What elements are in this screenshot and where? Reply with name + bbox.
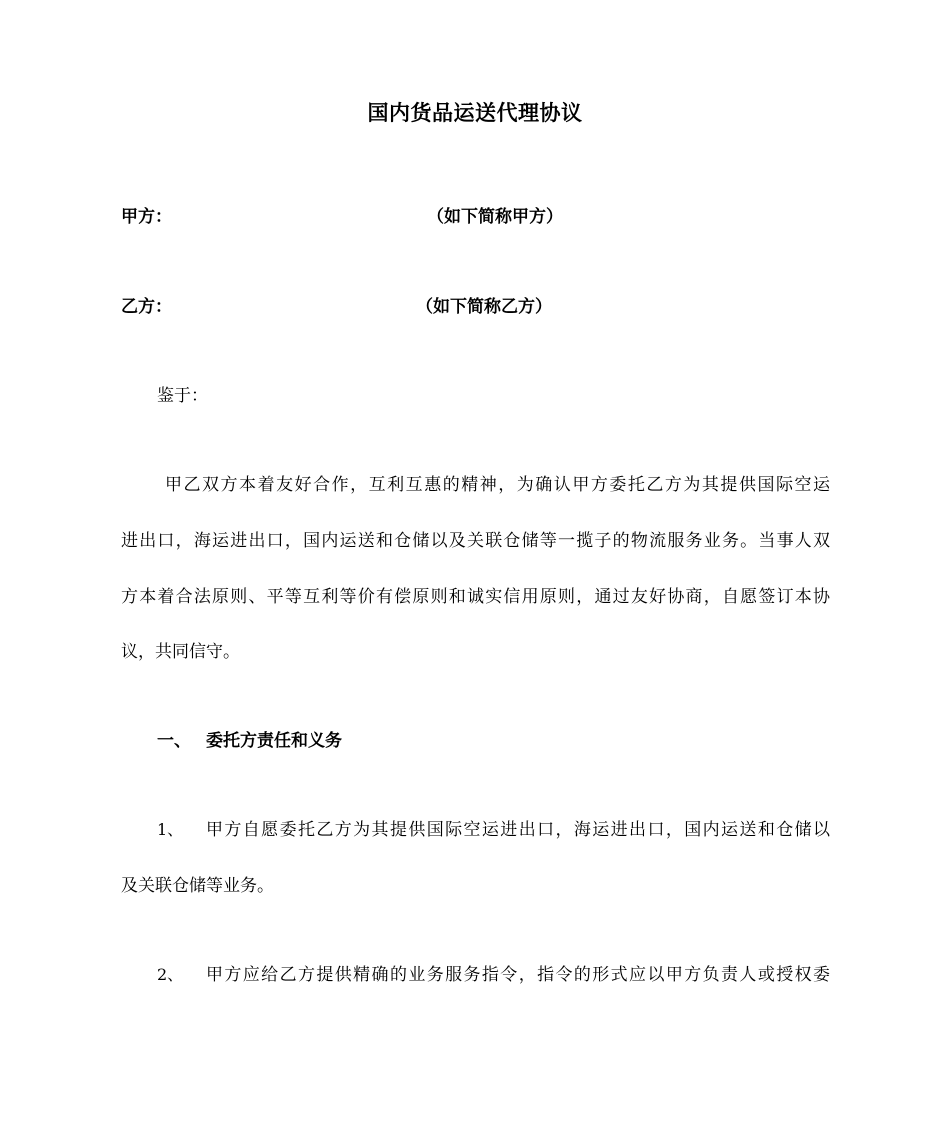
section-number: 一、 (157, 731, 191, 751)
preamble-line: 方本着合法原则、平等互利等价有偿原则和诚实信用原则，通过友好协商，自愿签订本协 (121, 587, 830, 607)
section-heading: 委托方责任和义务 (206, 731, 342, 751)
clause-number: 2、 (157, 965, 184, 984)
party-b-note: （如下简称乙方） (416, 297, 552, 317)
preamble-line: 进出口，海运进出口，国内运送和仓储以及关联仓储等一揽子的物流服务业务。当事人双 (121, 531, 830, 551)
clause-line: 甲方应给乙方提供精确的业务服务指令，指令的形式应以甲方负责人或授权委 (206, 965, 830, 985)
preamble-line: 甲乙双方本着友好合作，互利互惠的精神，为确认甲方委托乙方为其提供国际空运 (165, 475, 830, 495)
party-b-label: 乙方： (121, 297, 172, 317)
clause-number: 1、 (157, 820, 184, 839)
clause-line: 及关联仓储等业务。 (121, 876, 274, 896)
party-a-label: 甲方： (121, 207, 172, 227)
clause-line: 甲方自愿委托乙方为其提供国际空运进出口，海运进出口，国内运送和仓储以 (206, 820, 830, 840)
document-title: 国内货品运送代理协议 (367, 101, 583, 125)
preamble-line: 议，共同信守。 (121, 642, 240, 662)
party-a-note: （如下简称甲方） (427, 207, 563, 227)
whereas-label: 鉴于： (157, 386, 208, 406)
